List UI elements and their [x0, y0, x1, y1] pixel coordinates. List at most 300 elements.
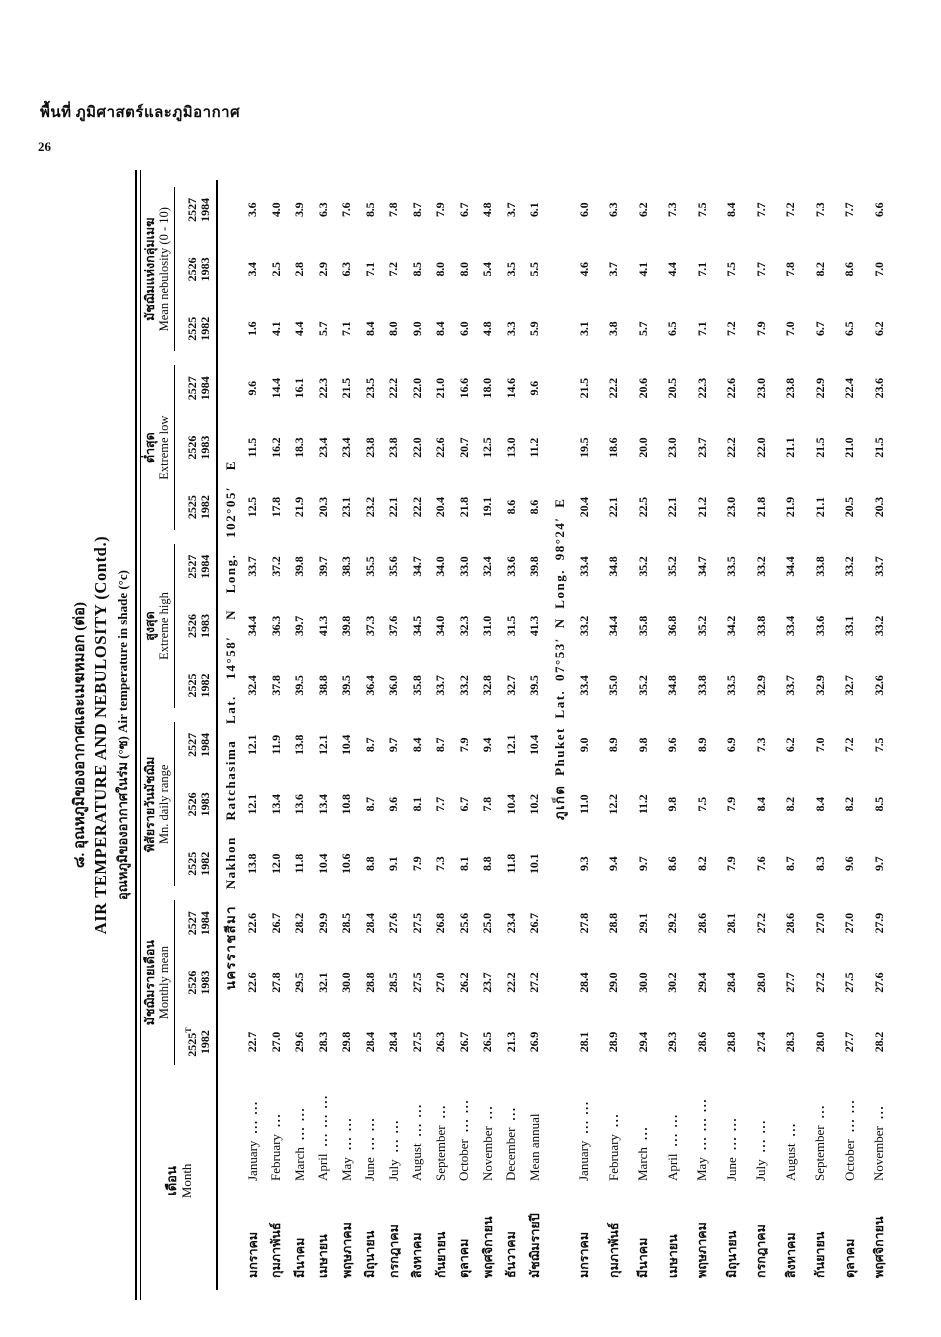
value-cell: 13.4	[315, 794, 330, 815]
year-be: 2527	[185, 554, 199, 579]
value-cell: 7.3	[433, 856, 448, 871]
value-cell: 11.0	[576, 794, 591, 815]
value-cell: 28.4	[724, 972, 739, 993]
value-cell: 5.9	[527, 321, 542, 336]
value-cell: 9.0	[576, 737, 591, 753]
value-cell: 21.9	[292, 497, 307, 518]
value-cell: 28.5	[386, 972, 401, 993]
value-cell: 9.8	[665, 797, 680, 812]
value-cell: 10.4	[315, 853, 330, 874]
value-cell: 7.5	[724, 262, 739, 277]
table-row	[288, 180, 312, 1290]
group-name-thai: มัชฌิมแห่งกลุ่มเมฆ	[143, 217, 157, 321]
value-cell: 16.6	[456, 378, 471, 399]
group-header-row	[141, 180, 175, 1290]
value-cell: 23.0	[665, 437, 680, 458]
table-row	[429, 180, 453, 1290]
value-cell: 20.3	[871, 497, 886, 518]
value-cell: 8.8	[362, 856, 377, 871]
value-cell: 29.4	[635, 1031, 650, 1053]
month-cell	[599, 1072, 629, 1290]
value-cell: 6.5	[665, 321, 680, 336]
group-header-box	[141, 722, 175, 886]
month-name-english: July	[385, 1159, 401, 1181]
year-ad: 1982	[198, 316, 212, 341]
group-header-box	[141, 366, 175, 530]
leader-dots: ... ...	[664, 1113, 680, 1147]
value-cell: 26.3	[433, 1031, 448, 1053]
value-cell: 30.0	[635, 972, 650, 993]
value-cell: 28.6	[694, 1031, 709, 1053]
value-cell: 4.8	[480, 202, 495, 218]
value-cell: 7.9	[753, 321, 768, 336]
value-cell: 4.4	[665, 262, 680, 277]
value-cell: 32.3	[456, 615, 471, 637]
group-header-box	[141, 544, 175, 708]
value-cell: 21.2	[694, 497, 709, 518]
value-cell: 9.6	[665, 737, 680, 753]
value-cell: 13.4	[268, 794, 283, 815]
value-cell: 8.4	[724, 202, 739, 218]
value-cell: 8.7	[362, 797, 377, 812]
value-cell: 3.7	[503, 202, 518, 218]
value-cell: 4.6	[576, 262, 591, 277]
station-name: ภูเก็ต Phuket Lat. 07°53′ N Long. 98°24′ E	[551, 497, 567, 820]
group-name-thai: สูงสุด	[143, 611, 157, 641]
value-cell: 21.9	[783, 497, 798, 518]
value-cell: 33.2	[576, 615, 591, 637]
month-name-thai: พฤษภาคม	[339, 1222, 354, 1278]
month-name-english: July	[753, 1159, 769, 1181]
value-cell: 33.4	[783, 615, 798, 637]
value-cell: 7.0	[812, 737, 827, 753]
value-cell: 8.2	[812, 262, 827, 277]
value-cell: 25.0	[480, 913, 495, 934]
month-name-thai: มิถุนายน	[724, 1230, 739, 1278]
value-cell: 23.0	[724, 497, 739, 518]
month-name-english: March	[291, 1147, 307, 1181]
value-cell: 8.2	[842, 797, 857, 812]
value-cell: 33.1	[842, 615, 857, 637]
month-name-thai: มีนาคม	[636, 1237, 651, 1278]
value-cell: 28.4	[386, 1031, 401, 1053]
value-cell: 35.0	[606, 675, 621, 696]
value-cell: 11.9	[268, 735, 283, 755]
month-name-english: April	[664, 1153, 680, 1181]
year-ad: 1984	[198, 197, 212, 222]
value-cell: 7.3	[665, 202, 680, 218]
month-name-thai: สิงหาคม	[410, 1232, 425, 1278]
value-cell: 4.0	[268, 202, 283, 218]
value-cell: 7.0	[871, 262, 886, 277]
month-name-english: May	[694, 1157, 710, 1181]
value-cell: 28.2	[871, 1031, 886, 1053]
value-cell: 7.1	[362, 262, 377, 277]
value-cell: 27.2	[753, 913, 768, 934]
leader-dots: ...	[432, 1104, 448, 1119]
value-cell: 34.8	[606, 556, 621, 577]
value-cell: 6.3	[315, 202, 330, 218]
value-cell: 20.6	[635, 378, 650, 399]
value-cell: 22.2	[409, 497, 424, 518]
value-cell: 2.8	[292, 262, 307, 277]
value-cell: 33.2	[456, 675, 471, 696]
leader-dots: ... ...	[723, 1116, 739, 1151]
value-cell: 23.5	[362, 378, 377, 399]
year-be: 2527	[185, 732, 199, 757]
leader-dots: ... ...	[576, 1100, 592, 1134]
year-header-cell	[175, 656, 217, 715]
value-cell: 9.4	[606, 856, 621, 871]
value-cell: 20.5	[842, 497, 857, 518]
value-cell: 7.3	[753, 737, 768, 753]
column-group-header	[141, 180, 175, 359]
leader-dots: ...	[782, 1122, 798, 1137]
month-name-thai: มิถุนายน	[363, 1230, 378, 1278]
value-cell: 22.0	[409, 378, 424, 399]
value-cell: 8.2	[694, 856, 709, 871]
value-cell: 33.8	[753, 615, 768, 637]
value-cell: 33.2	[842, 556, 857, 577]
month-name-english: March	[635, 1147, 651, 1181]
leader-dots: ... ...	[362, 1116, 378, 1151]
month-cell	[806, 1072, 836, 1290]
value-cell: 28.8	[606, 913, 621, 934]
value-cell: 31.5	[503, 615, 518, 637]
value-cell: 39.8	[292, 556, 307, 577]
value-cell: 22.2	[606, 378, 621, 399]
table-row	[265, 180, 289, 1290]
value-cell: 8.7	[362, 737, 377, 753]
month-name-thai: พฤศจิกายน	[480, 1216, 495, 1278]
leader-dots: ...	[812, 1104, 828, 1119]
year-header-cell	[175, 418, 217, 477]
value-cell: 27.5	[409, 1031, 424, 1053]
value-cell: 8.5	[871, 797, 886, 812]
value-cell: 4.4	[292, 321, 307, 336]
month-name-english: January	[244, 1140, 260, 1181]
year-header-cell	[175, 299, 217, 358]
month-name-thai: พฤศจิกายน	[872, 1216, 887, 1278]
leader-dots: ... ...	[244, 1100, 260, 1134]
month-name-english: November	[871, 1126, 887, 1181]
month-name-thai: กรกฎาคม	[386, 1224, 401, 1278]
value-cell: 27.6	[871, 972, 886, 993]
value-cell: 23.7	[480, 972, 495, 993]
value-cell: 8.4	[409, 737, 424, 753]
value-cell: 33.7	[871, 556, 886, 577]
month-cell	[335, 1072, 359, 1290]
value-cell: 27.2	[812, 972, 827, 993]
value-cell: 6.0	[456, 321, 471, 336]
year-be: 2525	[185, 673, 199, 698]
value-cell: 7.8	[480, 797, 495, 812]
value-cell: 27.6	[386, 913, 401, 934]
month-cell	[429, 1072, 453, 1290]
table-row	[241, 180, 265, 1290]
value-cell: 7.9	[409, 856, 424, 871]
value-cell: 7.8	[386, 202, 401, 218]
page-number: 26	[38, 139, 51, 154]
value-cell: 23.4	[315, 437, 330, 458]
value-cell: 28.9	[606, 1031, 621, 1053]
value-cell: 33.4	[576, 675, 591, 696]
value-cell: 8.0	[433, 262, 448, 277]
value-cell: 8.6	[842, 262, 857, 277]
column-group-header	[141, 715, 175, 893]
value-cell: 26.7	[527, 913, 542, 934]
leader-dots: ... ...	[456, 1098, 472, 1133]
value-cell: 21.1	[783, 437, 798, 458]
value-cell: 6.7	[456, 202, 471, 218]
air-temperature-table	[141, 180, 894, 1290]
month-cell	[500, 1072, 524, 1290]
value-cell: 3.6	[245, 202, 260, 218]
table-title-english: AIR TEMPERATURE AND NEBULOSITY (Contd.)	[91, 535, 110, 935]
value-cell: 22.2	[503, 972, 518, 993]
table-subtitle: อุณหภูมิของอากาศในร่ม (°ซ) Air temperature in shade (°c)	[115, 570, 130, 900]
year-ad: 1984	[198, 554, 212, 579]
value-cell: 22.1	[606, 497, 621, 518]
value-cell: 13.8	[292, 734, 307, 755]
value-cell: 9.3	[576, 856, 591, 871]
value-cell: 2.9	[315, 262, 330, 277]
value-cell: 20.4	[576, 497, 591, 518]
month-cell	[241, 1072, 265, 1290]
value-cell: 7.2	[386, 262, 401, 277]
value-cell: 8.8	[480, 856, 495, 871]
group-name-thai: ต่ำสุด	[143, 432, 157, 464]
value-cell: 22.6	[245, 972, 260, 993]
value-cell: 21.0	[433, 378, 448, 399]
value-cell: 29.9	[315, 913, 330, 934]
year-ad: 1983	[198, 435, 212, 460]
value-cell: 23.1	[339, 497, 354, 518]
month-cell	[288, 1072, 312, 1290]
value-cell: 29.4	[694, 972, 709, 993]
group-name-english: Monthly mean	[157, 946, 171, 1020]
value-cell: 33.7	[245, 556, 260, 577]
value-cell: 33.5	[724, 556, 739, 577]
value-cell: 7.7	[433, 797, 448, 812]
value-cell: 6.5	[842, 321, 857, 336]
value-cell: 39.7	[292, 615, 307, 637]
value-cell: 7.2	[783, 202, 798, 218]
table-row	[359, 180, 383, 1290]
value-cell: 34.2	[724, 615, 739, 637]
value-cell: 29.0	[606, 972, 621, 993]
month-cell	[382, 1072, 406, 1290]
value-cell: 28.4	[362, 913, 377, 934]
value-cell: 11.5	[245, 437, 260, 458]
value-cell: 34.5	[409, 615, 424, 637]
value-cell: 37.8	[268, 675, 283, 696]
year-be: 2527	[185, 911, 199, 936]
value-cell: 29.5	[292, 972, 307, 993]
value-cell: 9.8	[635, 737, 650, 753]
month-name-thai: กุมภาพันธ์	[269, 1222, 284, 1278]
value-cell: 20.5	[665, 378, 680, 399]
value-cell: 9.7	[871, 856, 886, 871]
value-cell: 7.9	[456, 737, 471, 753]
value-cell: 33.4	[576, 556, 591, 577]
year-header-cell	[175, 715, 217, 774]
value-cell: 20.3	[315, 497, 330, 518]
value-cell: 27.2	[527, 972, 542, 993]
value-cell: 12.5	[245, 497, 260, 518]
column-group-header	[141, 359, 175, 537]
footnote-marker: T	[184, 1027, 193, 1033]
value-cell: 23.6	[871, 378, 886, 399]
value-cell: 12.1	[245, 794, 260, 815]
value-cell: 22.6	[724, 378, 739, 399]
value-cell: 21.8	[456, 497, 471, 518]
value-cell: 8.6	[503, 499, 518, 515]
value-cell: 19.1	[480, 497, 495, 518]
value-cell: 8.2	[783, 797, 798, 812]
value-cell: 33.5	[724, 675, 739, 696]
value-cell: 21.1	[812, 497, 827, 518]
value-cell: 14.4	[268, 378, 283, 399]
value-cell: 33.8	[812, 556, 827, 577]
value-cell: 23.8	[362, 437, 377, 458]
value-cell: 7.7	[753, 262, 768, 277]
group-name-english: Mean nebulosity (0 - 10)	[157, 207, 171, 332]
group-name-thai: มัชฌิมรายเดือน	[143, 940, 157, 1026]
leader-dots: ... ...	[753, 1119, 769, 1153]
value-cell: 14.6	[503, 378, 518, 399]
month-name-english: September	[812, 1125, 828, 1181]
value-cell: 8.0	[386, 321, 401, 336]
value-cell: 28.3	[783, 1031, 798, 1053]
value-cell: 22.0	[753, 437, 768, 458]
group-name-english: Mn. daily range	[157, 764, 171, 845]
year-header-cell	[175, 893, 217, 952]
value-cell: 38.8	[315, 675, 330, 696]
value-cell: 29.8	[339, 1031, 354, 1053]
value-cell: 32.6	[871, 675, 886, 696]
month-name-english: December	[503, 1127, 519, 1181]
leader-dots: ...	[605, 1112, 621, 1128]
value-cell: 9.4	[480, 737, 495, 753]
group-name-thai: พิสัยรายวันมัชฌิม	[143, 756, 157, 853]
table-row	[865, 180, 895, 1290]
value-cell: 33.7	[433, 675, 448, 696]
group-name-english: Extreme high	[157, 592, 171, 660]
value-cell: 6.2	[783, 737, 798, 753]
month-name-english: February	[605, 1134, 621, 1181]
value-cell: 6.7	[456, 797, 471, 812]
value-cell: 28.0	[753, 972, 768, 993]
year-be: 2525	[185, 316, 199, 341]
year-be: 2526	[185, 257, 199, 282]
value-cell: 23.0	[753, 378, 768, 399]
value-cell: 22.6	[245, 913, 260, 934]
value-cell: 9.0	[409, 321, 424, 336]
month-name-thai: สิงหาคม	[783, 1232, 798, 1278]
station-row	[217, 180, 241, 1290]
value-cell: 19.5	[576, 437, 591, 458]
month-cell	[265, 1072, 289, 1290]
month-name-thai: เมษายน	[316, 1234, 331, 1278]
month-column-header	[141, 1072, 217, 1290]
value-cell: 39.8	[527, 556, 542, 577]
value-cell: 18.0	[480, 378, 495, 399]
value-cell: 26.7	[456, 1031, 471, 1053]
value-cell: 29.6	[292, 1031, 307, 1053]
value-cell: 39.5	[527, 675, 542, 696]
value-cell: 8.6	[665, 856, 680, 871]
value-cell: 26.9	[527, 1031, 542, 1053]
value-cell: 12.2	[606, 794, 621, 815]
value-cell: 41.3	[315, 615, 330, 637]
value-cell: 7.1	[694, 321, 709, 336]
month-name-english: February	[268, 1134, 284, 1181]
leader-dots: ... ... ...	[694, 1097, 710, 1151]
value-cell: 28.5	[339, 913, 354, 934]
leader-dots: ...	[503, 1106, 519, 1121]
value-cell: 6.1	[527, 202, 542, 218]
month-name-english: January	[576, 1140, 592, 1181]
value-cell: 8.5	[362, 202, 377, 218]
value-cell: 7.3	[812, 202, 827, 218]
value-cell: 6.6	[871, 202, 886, 218]
value-cell: 26.7	[268, 913, 283, 934]
month-name-english: June	[723, 1157, 739, 1181]
value-cell: 6.0	[576, 202, 591, 218]
value-cell: 8.4	[753, 797, 768, 812]
value-cell: 6.2	[635, 202, 650, 218]
page-header-section-title: พื้นที่ ภูมิศาสตร์และภูมิอากาศ	[40, 105, 241, 121]
year-be: 2526	[185, 614, 199, 639]
year-be: 2525	[185, 495, 199, 520]
table-row	[312, 180, 336, 1290]
value-cell: 17.8	[268, 497, 283, 518]
table-row	[406, 180, 430, 1290]
value-cell: 28.6	[694, 913, 709, 934]
value-cell: 7.5	[694, 202, 709, 218]
value-cell: 6.2	[871, 321, 886, 336]
value-cell: 4.1	[635, 262, 650, 277]
column-group-header	[141, 537, 175, 715]
value-cell: 10.2	[527, 794, 542, 815]
value-cell: 10.6	[339, 853, 354, 874]
value-cell: 28.2	[292, 913, 307, 934]
value-cell: 1.6	[245, 321, 260, 336]
value-cell: 34.0	[433, 615, 448, 637]
year-be: 2526	[185, 970, 199, 995]
value-cell: 7.1	[339, 321, 354, 336]
value-cell: 23.4	[339, 437, 354, 458]
value-cell: 8.7	[409, 202, 424, 218]
value-cell: 34.4	[783, 556, 798, 577]
value-cell: 34.7	[694, 556, 709, 577]
value-cell: 33.6	[812, 615, 827, 637]
year-be: 2526	[185, 792, 199, 817]
value-cell: 21.0	[842, 437, 857, 458]
value-cell: 10.8	[339, 794, 354, 815]
value-cell: 41.3	[527, 615, 542, 637]
value-cell: 8.9	[606, 737, 621, 753]
value-cell: 10.4	[527, 734, 542, 755]
value-cell: 22.3	[315, 378, 330, 399]
value-cell: 33.7	[783, 675, 798, 696]
value-cell: 28.1	[724, 913, 739, 934]
value-cell: 27.5	[409, 972, 424, 993]
value-cell: 22.0	[409, 437, 424, 458]
year-ad: 1984	[198, 911, 212, 936]
month-name-thai: กุมภาพันธ์	[606, 1222, 621, 1278]
